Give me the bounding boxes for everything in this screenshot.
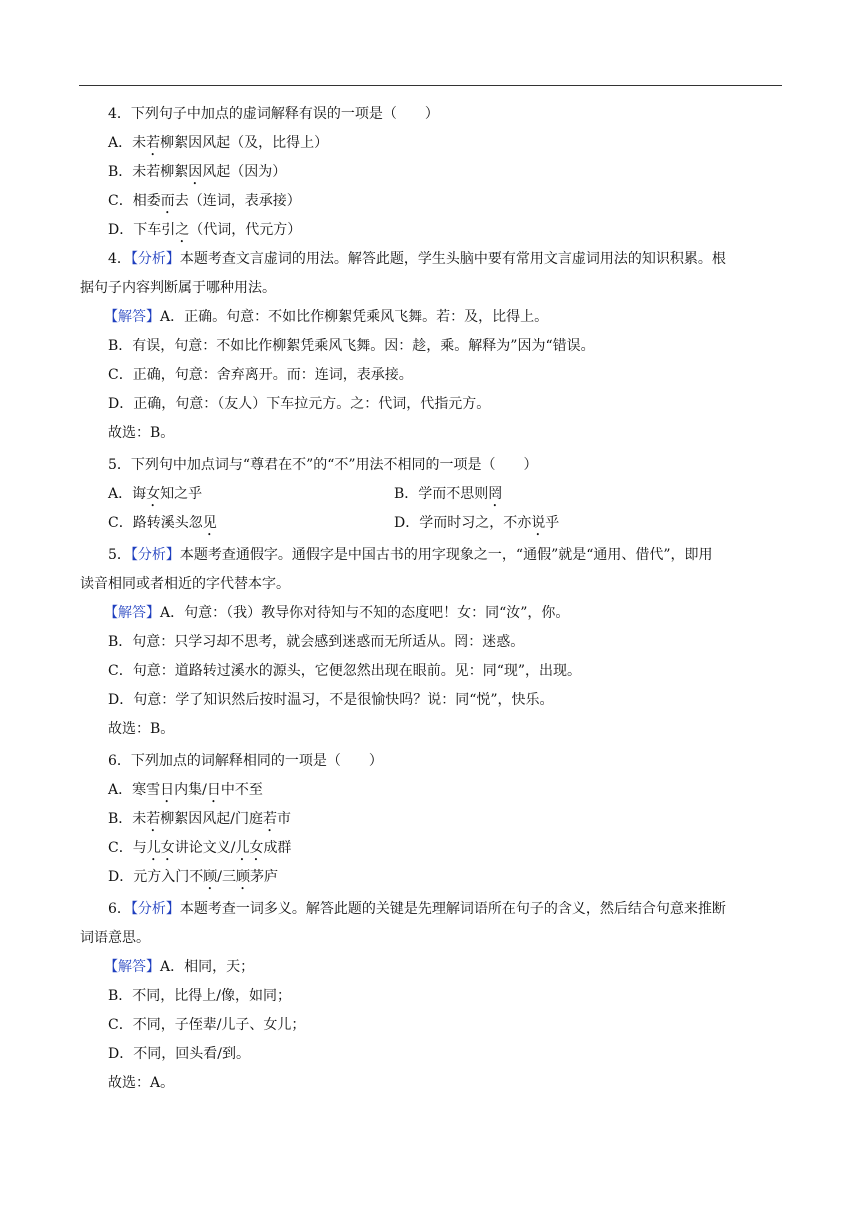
q6-answer-b: B．不同，比得上/像，如同； [108,988,292,1004]
q5-option-a: A．诲女知之乎 [108,486,203,502]
q5-answer: 【解答】A．句意：（我）教导你对待知与不知的态度吧！女：同“汝”，你。 [104,605,570,621]
q6-analysis: 6．【分析】本题考查一词多义。解答此题的关键是先理解词语所在句子的含义，然后结合句意来推断 [108,901,726,917]
question-4-stem: 4．下列句子中加点的虚词解释有误的一项是（ ） [108,106,439,122]
q5-answer-b: B．句意：只学习却不思考，就会感到迷惑而无所适从。罔：迷惑。 [108,634,525,650]
answer-tag: 【解答】 [104,309,160,325]
q5-option-d: D．学而时习之，不亦说乎 [394,515,560,531]
q4-answer-c: C．正确，句意：舍弃离开。而：连词，表承接。 [108,367,413,383]
q5-option-c: C．路转溪头忽见 [108,515,217,531]
q4-option-b: B．未若柳絮因风起（因为） [108,164,287,180]
q6-answer: 【解答】A．相同，天； [104,959,255,975]
q6-option-d: D．元方入门不顾/三顾茅庐 [108,869,278,885]
q5-answer-c: C．句意：道路转过溪水的源头，它便忽然出现在眼前。见：同“现”，出现。 [108,663,582,679]
analysis-tag: 【分析】 [130,251,180,267]
header-rule [79,85,782,86]
q4-option-c: C．相委而去（连词，表承接） [108,193,301,209]
q5-conclusion: 故选：B。 [108,721,175,737]
q6-answer-d: D．不同，回头看/到。 [108,1046,250,1062]
q6-conclusion: 故选：A。 [108,1075,175,1091]
answer-tag: 【解答】 [104,605,160,621]
q6-option-a: A．寒雪日内集/日中不至 [108,782,263,798]
question-5-stem: 5．下列句中加点词与“尊君在不”的“不”用法不相同的一项是（ ） [108,457,538,473]
q5-option-b: B．学而不思则罔 [394,486,503,502]
q6-analysis-cont: 词语意思。 [80,930,150,946]
question-6-stem: 6．下列加点的词解释相同的一项是（ ） [108,753,383,769]
q4-analysis-cont: 据句子内容判断属于哪种用法。 [80,280,276,296]
answer-tag: 【解答】 [104,959,160,975]
q5-answer-d: D．句意：学了知识然后按时温习，不是很愉快吗？说：同“悦”，快乐。 [108,692,554,708]
q4-analysis: 4．【分析】本题考查文言虚词的用法。解答此题，学生头脑中要有常用文言虚词用法的知识积累。根 [108,251,726,267]
q4-answer-b: B．有误，句意：不如比作柳絮凭乘风飞舞。因：趁，乘。解释为”因为“错误。 [108,338,595,354]
q4-answer: 【解答】A．正确。句意：不如比作柳絮凭乘风飞舞。若：及，比得上。 [104,309,549,325]
q6-option-b: B．未若柳絮因风起/门庭若市 [108,811,292,827]
q4-option-a: A．未若柳絮因风起（及，比得上） [108,135,329,151]
q5-analysis-cont: 读音相同或者相近的字代替本字。 [80,576,290,592]
q5-analysis: 5．【分析】本题考查通假字。通假字是中国古书的用字现象之一，“通假”就是“通用、借代”，即用 [108,547,713,563]
analysis-tag: 【分析】 [130,547,180,563]
analysis-tag: 【分析】 [130,901,180,917]
q4-option-d: D．下车引之（代词，代元方） [108,222,302,238]
q4-answer-d: D．正确，句意：（友人）下车拉元方。之：代词，代指元方。 [108,396,491,412]
q6-option-c: C．与儿女讲论文义/儿女成群 [108,840,292,856]
q6-answer-c: C．不同，子侄辈/儿子、女儿； [108,1017,306,1033]
q4-conclusion: 故选：B。 [108,425,175,441]
